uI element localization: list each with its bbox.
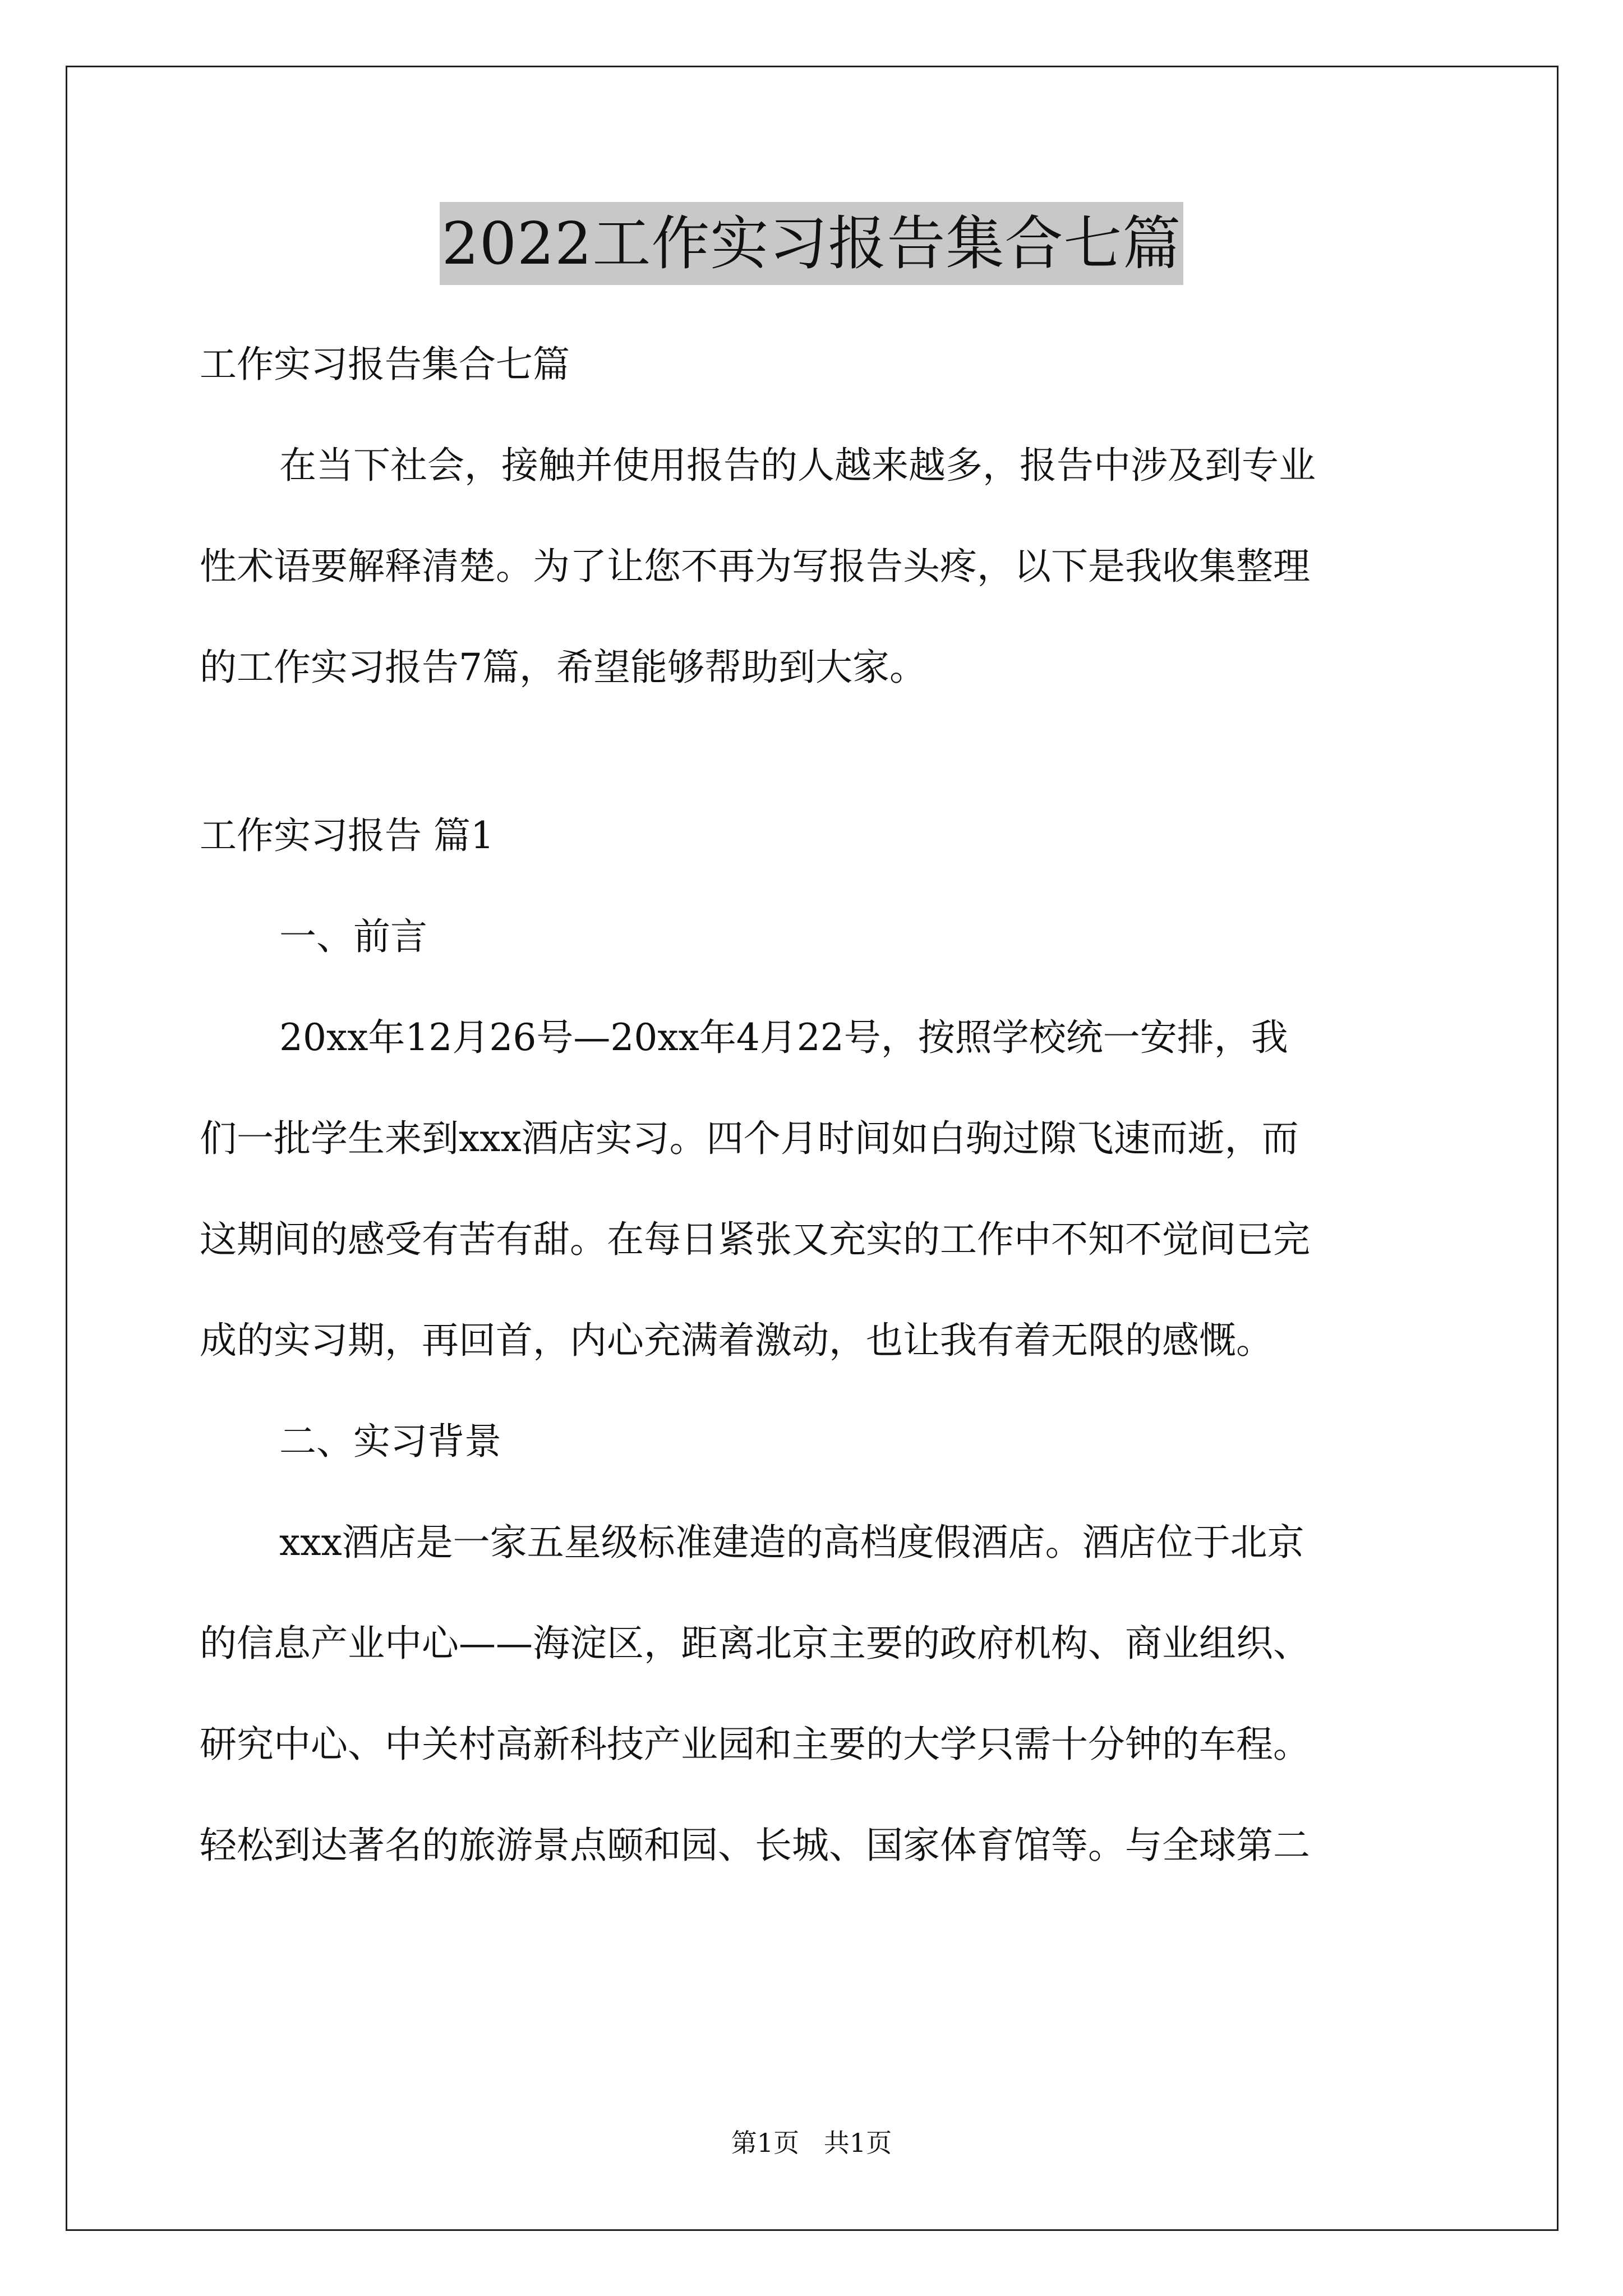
section-heading: 工作实习报告 篇1 [200,814,494,857]
page-footer: 第1页 共1页 [731,2128,892,2158]
intro-line-1: 在当下社会，接触并使用报告的人越来越多，报告中涉及到专业 [279,444,1316,487]
title-container [0,202,1623,285]
background-line-3: 研究中心、中关村高新科技产业园和主要的大学只需十分钟的车程。 [200,1723,1310,1766]
preface-line-1: 20xx年12月26号—20xx年4月22号，按照学校统一安排，我 [279,1016,1288,1059]
preface-heading: 一、前言 [279,915,427,958]
background-heading: 二、实习背景 [279,1420,501,1463]
document-title: 2022工作实习报告集合七篇 [440,202,1184,285]
background-line-2: 的信息产业中心——海淀区，距离北京主要的政府机构、商业组织、 [200,1622,1310,1665]
intro-line-2: 性术语要解释清楚。为了让您不再为写报告头疼，以下是我收集整理 [200,545,1310,588]
background-line-1: xxx酒店是一家五星级标准建造的高档度假酒店。酒店位于北京 [279,1521,1304,1564]
document-subtitle: 工作实习报告集合七篇 [200,343,570,386]
preface-line-4: 成的实习期，再回首，内心充满着激动，也让我有着无限的感慨。 [200,1319,1273,1362]
preface-line-2: 们一批学生来到xxx酒店实习。四个月时间如白驹过隙飞速而逝，而 [200,1117,1299,1160]
preface-line-3: 这期间的感受有苦有甜。在每日紧张又充实的工作中不知不觉间已完 [200,1218,1310,1261]
document-body [200,314,1433,1896]
background-line-4: 轻松到达著名的旅游景点颐和园、长城、国家体育馆等。与全球第二 [200,1824,1310,1867]
intro-line-3: 的工作实习报告7篇，希望能够帮助到大家。 [200,646,926,689]
